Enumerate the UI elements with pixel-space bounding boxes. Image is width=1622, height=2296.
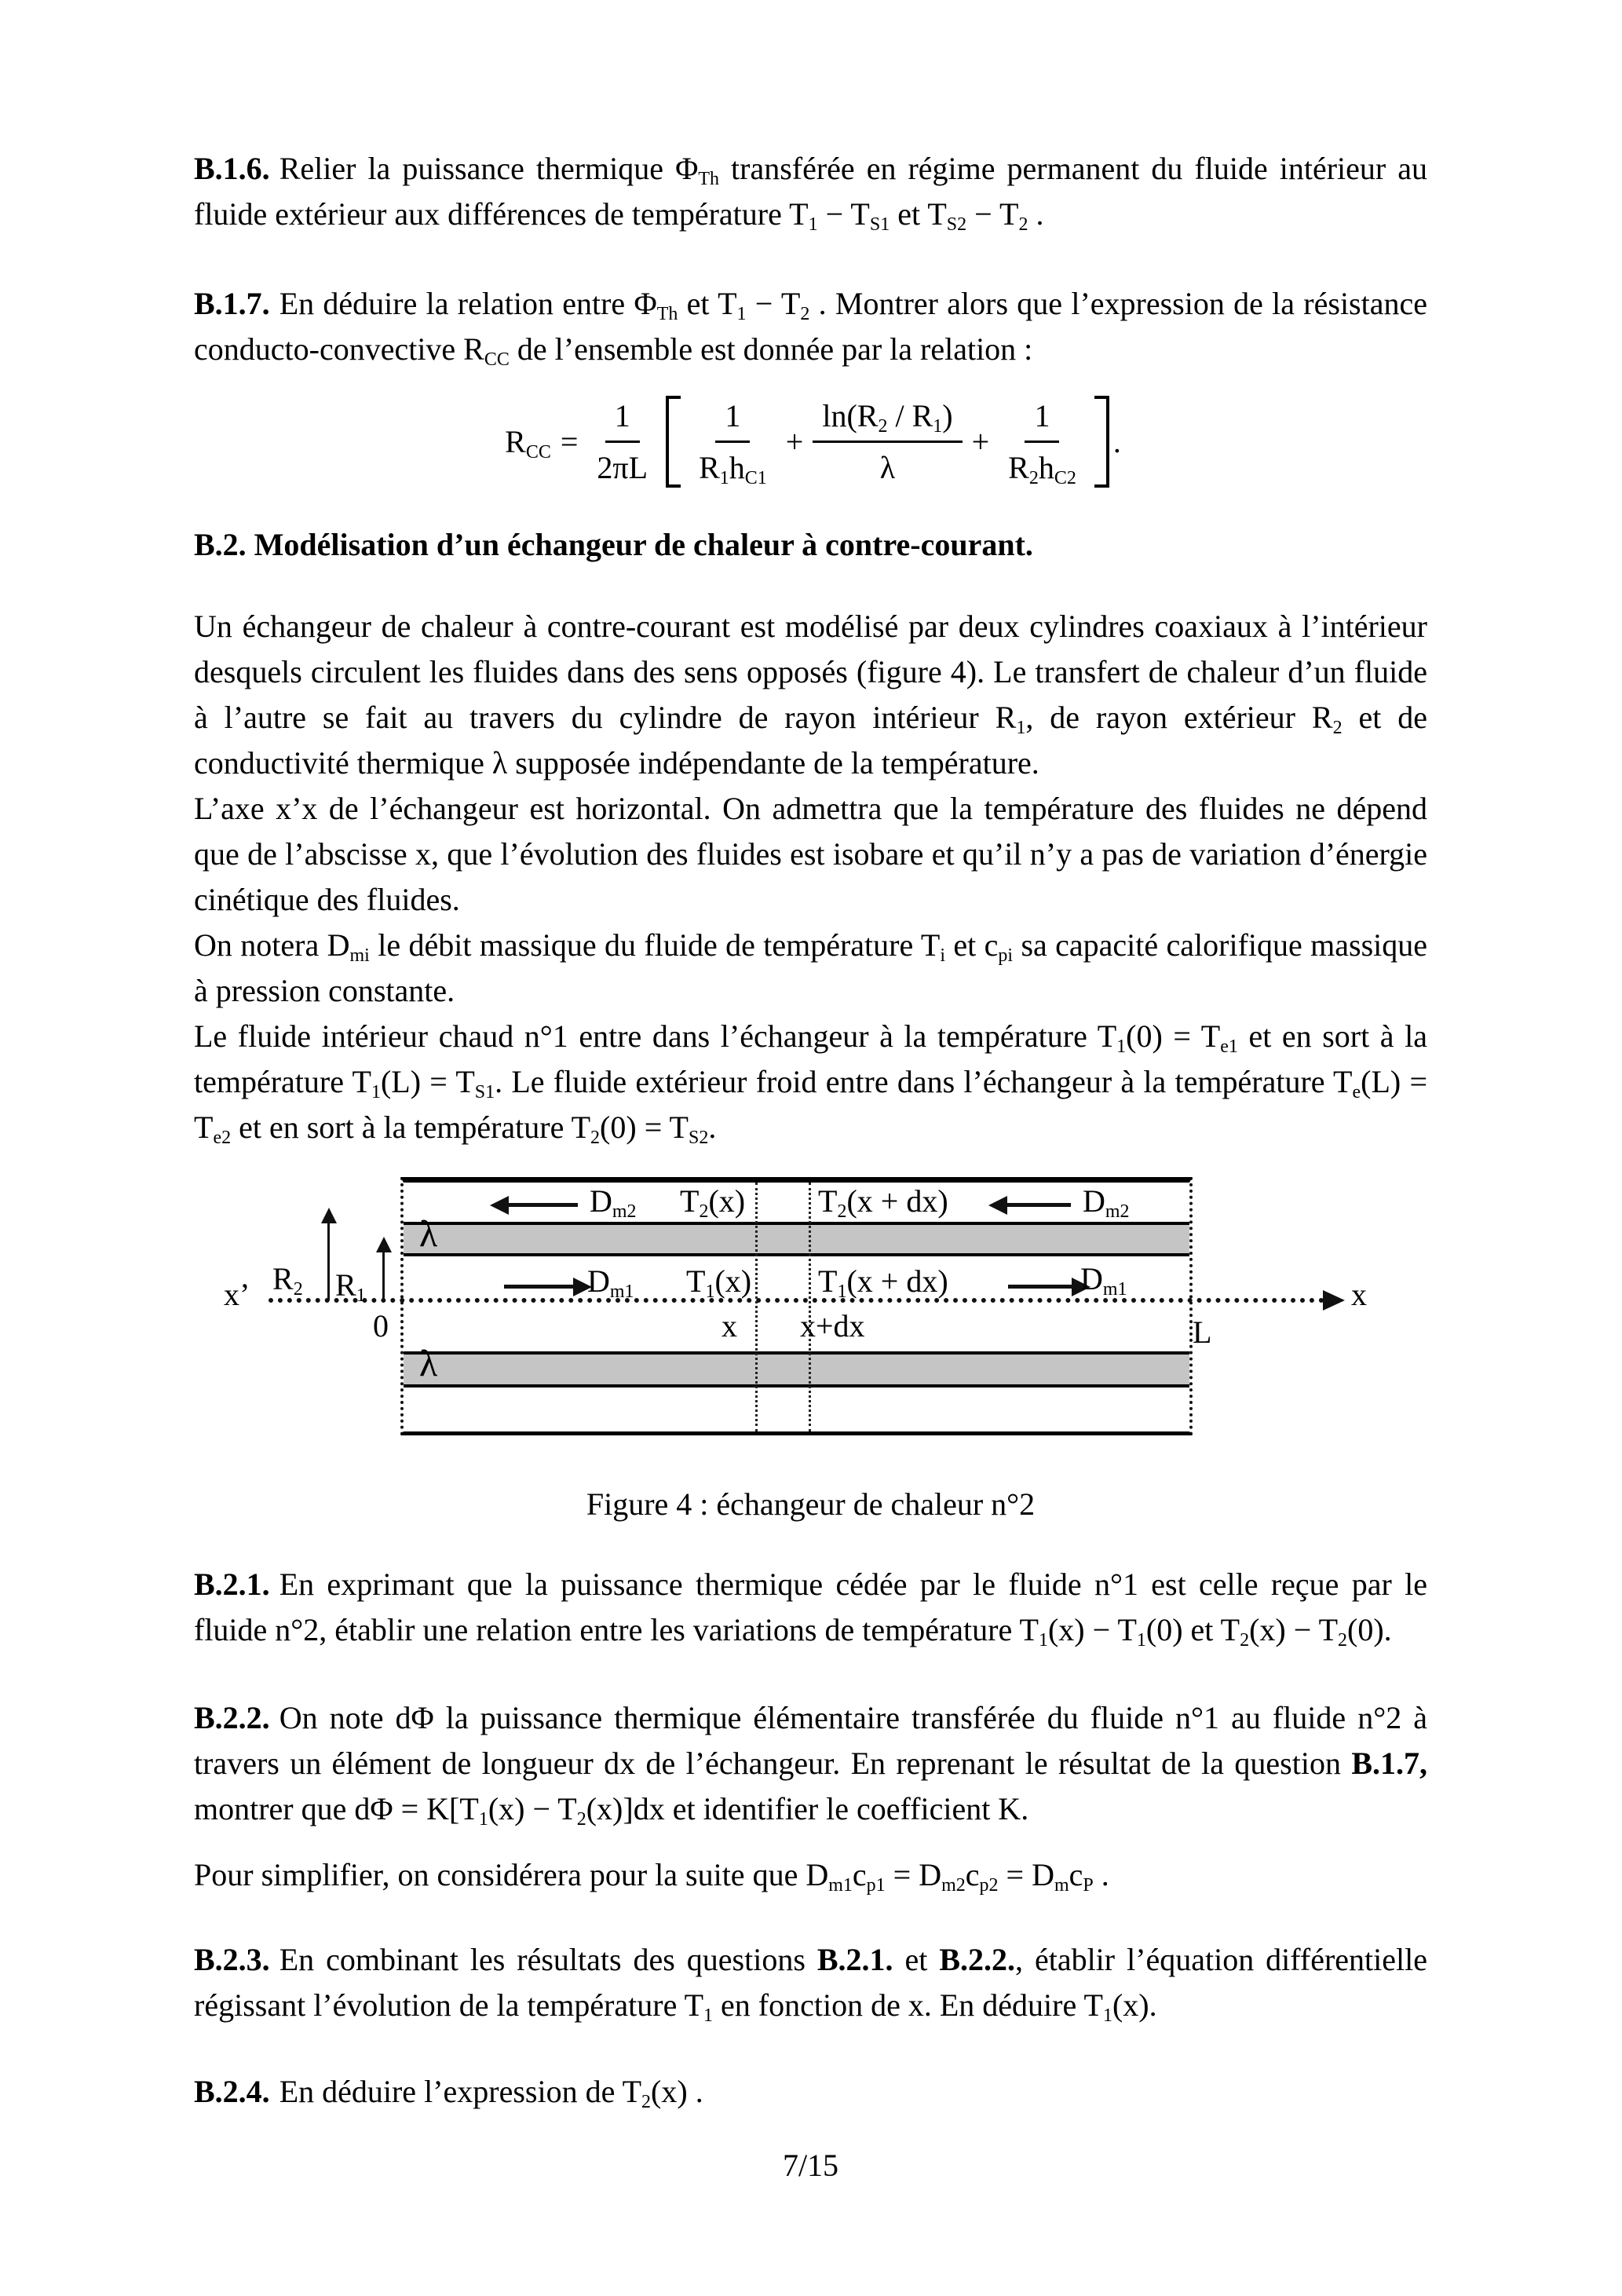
figure-caption: Figure 4 : échangeur de chaleur n°2 bbox=[586, 1486, 1036, 1522]
coefficient-fraction bbox=[587, 396, 657, 488]
paragraph-notation: On notera $D_{mi}$ le débit massique du fluide de température $T_i$ et $c_{pi}$ sa capacité calorifique massique à pression constante. bbox=[194, 927, 1427, 1008]
flow1-label-left: $D_{m1}$ bbox=[587, 1263, 634, 1303]
plus-sign: + bbox=[785, 424, 804, 459]
t2x-label: $T_2(x)$ bbox=[680, 1183, 746, 1223]
section-b2-heading: B.2. Modélisation d’un échangeur de chaleur à contre-courant. bbox=[194, 527, 1033, 562]
section-line-x-plus-dx bbox=[809, 1183, 811, 1431]
right-bracket bbox=[1094, 396, 1109, 488]
question-b16-text: Relier la puissance thermique $\Phi_{Th}$ transférée en régime permanent du fluide intérieur au fluide extérieur aux différences de température $T_1 - T_{S1}$ et $T_{S2} - T_2$ . bbox=[194, 151, 1427, 236]
radius-r2-label: $R_2$ bbox=[272, 1261, 303, 1300]
paragraph-exchanger-model: Un échangeur de chaleur à contre-courant est modélisé par deux cylindres coaxiaux à l’intérieur desquels circulent les fluides dans des sens opposés (figure 4). Le transfert de chaleur d’un fluide à l’autre se fait au travers du cylindre de rayon intérieur $R_1$, de rayon extérieur $R_2$ et de conductivité thermique λ supposée indépendante de la température. bbox=[194, 609, 1427, 781]
question-b17-label: B.1.7. bbox=[194, 286, 270, 321]
term1-numerator: 1 bbox=[715, 396, 750, 443]
question-b23-text: En combinant les résultats des questions B.2.1. et B.2.2., établir l’équation différentielle régissant l’évolution de la température $T_1$ en fonction de x. En déduire $T_1(x)$. bbox=[194, 1942, 1428, 2027]
flow1-arrow-right-icon bbox=[504, 1285, 576, 1289]
question-b21 bbox=[194, 1562, 1427, 1653]
question-b16 bbox=[194, 146, 1427, 237]
t2x-plus-dx-label: $T_2(x + dx)$ bbox=[818, 1183, 948, 1223]
term2-numerator: $\ln(R_2 / R_1)$ bbox=[813, 396, 962, 443]
question-b22-text: On note dΦ la puissance thermique élémentaire transférée du fluide n°1 au fluide n°2 à travers un élément de longueur dx de l’échangeur. En reprenant le résultat de la question B.1.7, montrer que $d\Phi = K[T_1(x) - T_2(x)]dx$ et identifier le coefficient K. bbox=[194, 1700, 1427, 1830]
term3-denominator: $R_2h_{C2}$ bbox=[1008, 450, 1076, 489]
equation-lhs: $R_{CC}$ bbox=[505, 424, 551, 463]
axis-left-label: x’ bbox=[224, 1277, 250, 1312]
radius-r2-arrow-icon bbox=[327, 1219, 330, 1300]
flow2-label-right: $D_{m2}$ bbox=[1083, 1183, 1130, 1223]
question-b21-label: B.2.1. bbox=[194, 1567, 270, 1602]
question-b22-label: B.2.2. bbox=[194, 1700, 270, 1735]
axis-right-label: x bbox=[1351, 1277, 1367, 1312]
origin-label: 0 bbox=[373, 1308, 389, 1344]
t1x-label: $T_1(x)$ bbox=[686, 1263, 752, 1303]
coefficient-numerator: 1 bbox=[605, 396, 640, 443]
rcc-equation bbox=[194, 396, 1427, 488]
equation-period: . bbox=[1112, 424, 1121, 459]
flow1-arrow-right-icon bbox=[1008, 1285, 1075, 1289]
coefficient-denominator: 2πL bbox=[597, 450, 648, 485]
cylinder-wall-lower bbox=[404, 1351, 1189, 1387]
paragraph-axis-assumptions: L’axe x’x de l’échangeur est horizontal. On admettra que la température des fluides ne dépend que de l’abscisse x, que l’évolution des fluides est isobare et qu’il n’y a pas de variation d’énergie cinétique des fluides. bbox=[194, 791, 1427, 917]
question-b16-label: B.1.6. bbox=[194, 151, 270, 186]
flow2-arrow-left-icon bbox=[1004, 1203, 1071, 1207]
question-b24-label: B.2.4. bbox=[194, 2074, 270, 2109]
term3-fraction bbox=[999, 396, 1086, 488]
length-l-label: L bbox=[1193, 1314, 1212, 1350]
question-b24-text: En déduire l’expression de $T_2(x)$ . bbox=[279, 2074, 703, 2113]
left-bracket bbox=[666, 396, 681, 488]
radius-r1-label: $R_1$ bbox=[335, 1267, 366, 1307]
term2-denominator: λ bbox=[879, 450, 896, 485]
question-b23 bbox=[194, 1937, 1427, 2028]
flow1-label-right: $D_{m1}$ bbox=[1080, 1261, 1127, 1300]
wall-conductivity-label-lower: λ bbox=[419, 1343, 438, 1384]
exchanger-outline bbox=[400, 1177, 1193, 1435]
plus-sign: + bbox=[971, 424, 990, 459]
flow2-arrow-left-icon bbox=[506, 1203, 578, 1207]
t1x-plus-dx-label: $T_1(x + dx)$ bbox=[818, 1263, 948, 1303]
term3-numerator: 1 bbox=[1025, 396, 1059, 443]
question-b17-text: En déduire la relation entre $\Phi_{Th}$ et $T_1 - T_2$ . Montrer alors que l’expression de la résistance conducto-convective $R_{CC}$ de l’ensemble est donnée par la relation : bbox=[194, 286, 1427, 371]
cylinder-wall-upper bbox=[404, 1222, 1189, 1256]
radius-r1-arrow-icon bbox=[382, 1249, 385, 1300]
wall-conductivity-label-upper: λ bbox=[419, 1213, 438, 1255]
equals-sign: = bbox=[560, 424, 579, 459]
question-b23-label: B.2.3. bbox=[194, 1942, 270, 1977]
section-line-x bbox=[755, 1183, 758, 1431]
term1-denominator: $R_1h_{C1}$ bbox=[699, 450, 767, 489]
figure-4-diagram bbox=[194, 1169, 1427, 1461]
question-b24 bbox=[194, 2069, 1427, 2115]
paragraph-inlet-outlet-temperatures: Le fluide intérieur chaud n°1 entre dans l’échangeur à la température $T_1(0) = T_{e1}$ et en sort à la température $T_1(L) = T_{S1}$. Le fluide extérieur froid entre dans l’échangeur à la température $T_e(L) = T_{e2}$ et en sort à la température $T_2(0) = T_{S2}$. bbox=[194, 1018, 1428, 1149]
page-number: 7/15 bbox=[782, 2148, 839, 2183]
x-tick-label: x bbox=[721, 1308, 737, 1344]
question-b17 bbox=[194, 281, 1427, 372]
term1-fraction bbox=[689, 396, 776, 488]
simplification-note: Pour simplifier, on considérera pour la suite que $D_{m1}c_{p1} = D_{m2}c_{p2} = D_mc_P$ . bbox=[194, 1857, 1109, 1896]
question-b22 bbox=[194, 1695, 1427, 1832]
x-plus-dx-tick-label: x+dx bbox=[800, 1308, 865, 1344]
question-b21-text: En exprimant que la puissance thermique cédée par le fluide n°1 est celle reçue par le fluide n°2, établir une relation entre les variations de température $T_1(x) - T_1(0)$ et $T_2(x) - T_2(0)$. bbox=[194, 1567, 1427, 1651]
term2-fraction bbox=[813, 396, 962, 488]
flow2-label-left: $D_{m2}$ bbox=[590, 1183, 637, 1223]
